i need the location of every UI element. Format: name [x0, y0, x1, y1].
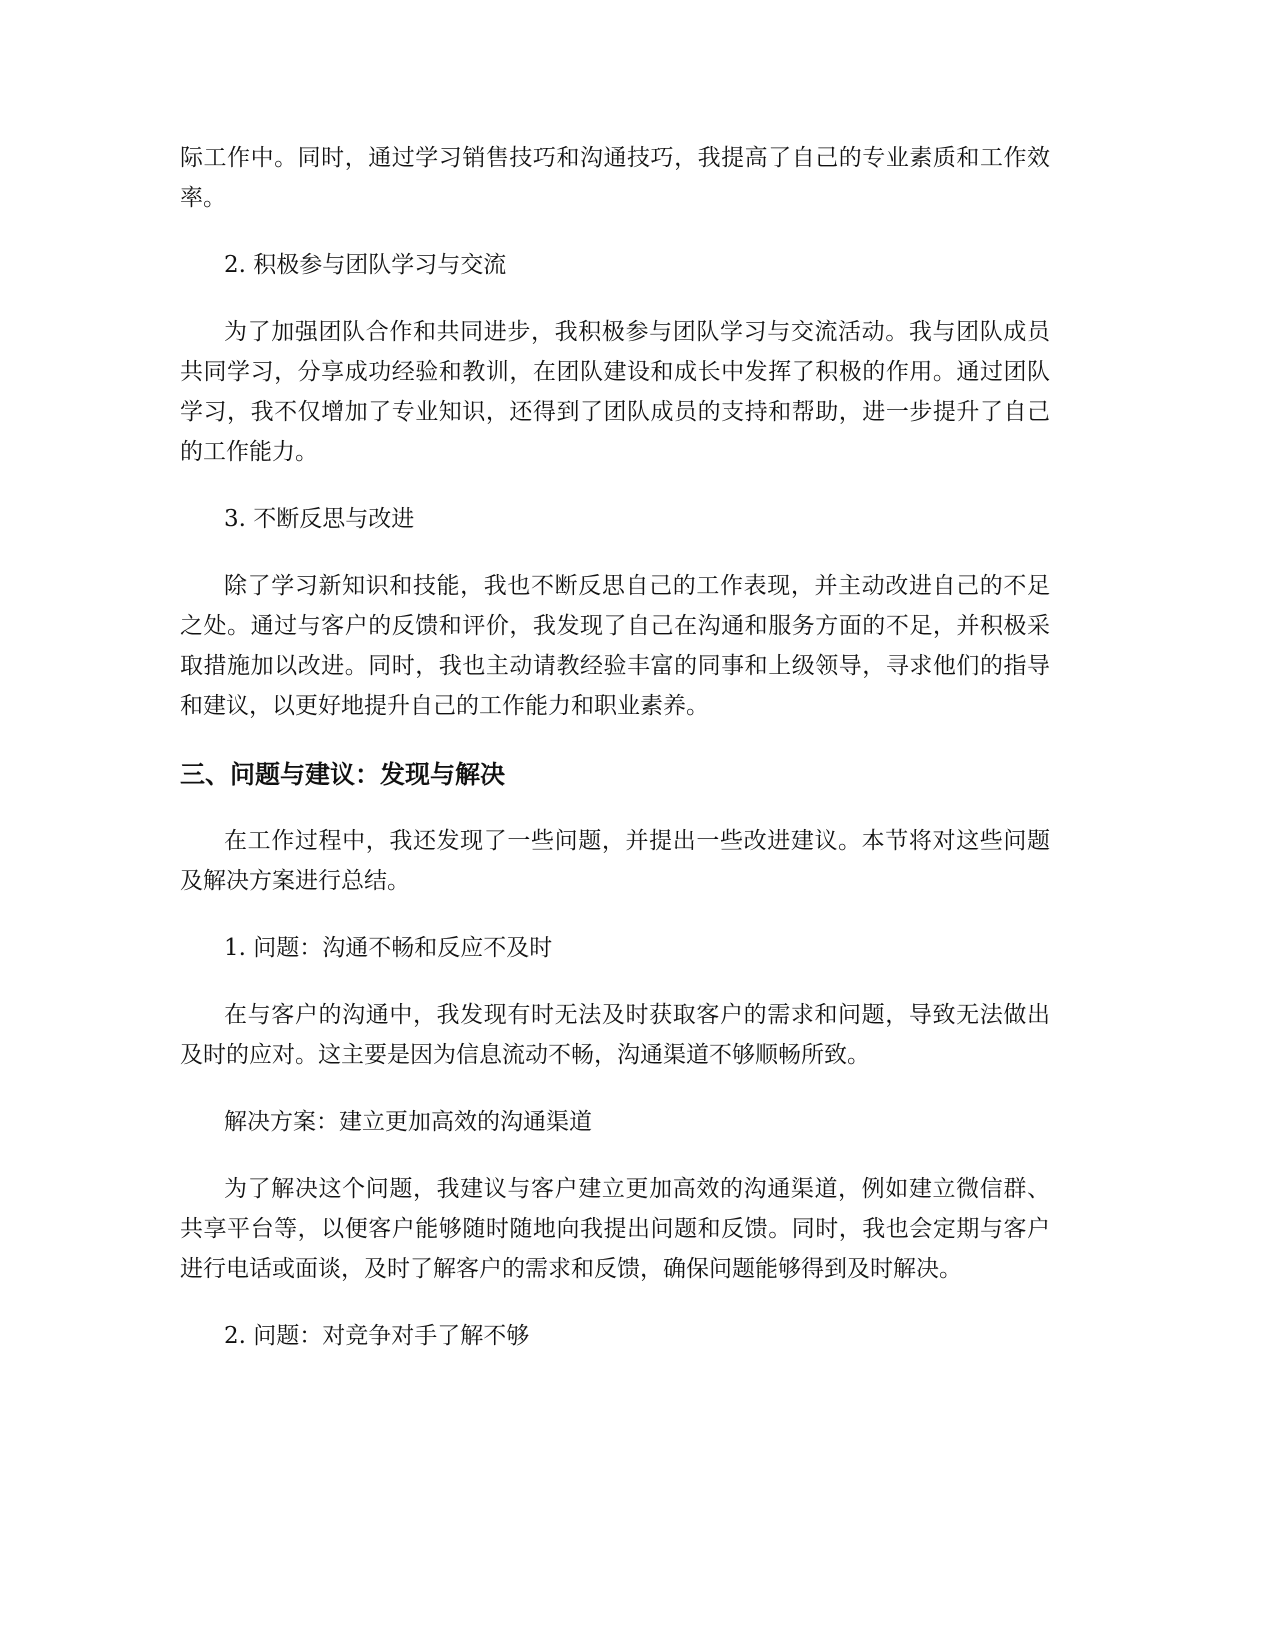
- section-heading: 三、问题与建议：发现与解决: [180, 760, 506, 789]
- paragraph-reflection: 除了学习新知识和技能，我也不断反思自己的工作表现，并主动改进自己的不足之处。通过与客户的反馈和评价，我发现了自己在沟通和服务方面的不足，并积极采取措施加以改进。同时，我也主动请教经验丰富的同事和上级领导，寻求他们的指导和建议，以更好地提升自己的工作能力和职业素养。: [180, 573, 1050, 719]
- problem-item-competitors: 2. 问题：对竞争对手了解不够: [224, 1323, 530, 1349]
- paragraph-team-learning: 为了加强团队合作和共同进步，我积极参与团队学习与交流活动。我与团队成员共同学习，分享成功经验和教训，在团队建设和成长中发挥了积极的作用。通过团队学习，我不仅增加了专业知识，还得到了团队成员的支持和帮助，进一步提升了自己的工作能力。: [180, 319, 1050, 465]
- paragraph-solution-channels: 为了解决这个问题，我建议与客户建立更加高效的沟通渠道，例如建立微信群、共享平台等，以便客户能够随时随地向我提出问题和反馈。同时，我也会定期与客户进行电话或面谈，及时了解客户的需求和反馈，确保问题能够得到及时解决。: [180, 1176, 1050, 1282]
- paragraph-section-intro: 在工作过程中，我还发现了一些问题，并提出一些改进建议。本节将对这些问题及解决方案进行总结。: [180, 828, 1050, 894]
- solution-item-channels: 解决方案：建立更加高效的沟通渠道: [224, 1109, 592, 1135]
- list-item-team-learning: 2. 积极参与团队学习与交流: [224, 252, 507, 278]
- list-item-reflection: 3. 不断反思与改进: [224, 506, 415, 532]
- paragraph-problem-communication: 在与客户的沟通中，我发现有时无法及时获取客户的需求和问题，导致无法做出及时的应对。这主要是因为信息流动不畅，沟通渠道不够顺畅所致。: [180, 1002, 1050, 1068]
- problem-item-communication: 1. 问题：沟通不畅和反应不及时: [224, 935, 553, 961]
- document-body: [180, 138, 1050, 1383]
- paragraph-continued: 际工作中。同时，通过学习销售技巧和沟通技巧，我提高了自己的专业素质和工作效率。: [180, 145, 1050, 211]
